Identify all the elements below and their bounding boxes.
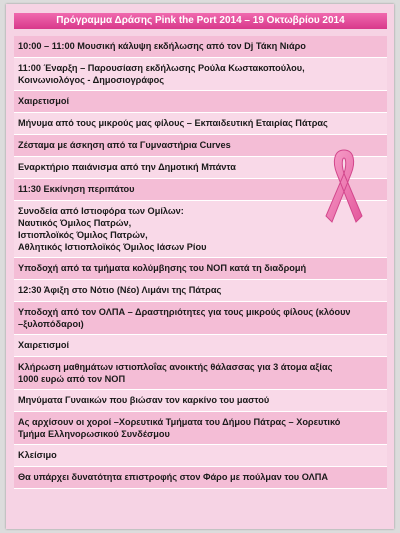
program-row (14, 113, 387, 135)
row-text: 12:30 Άφιξη στο Νότιο (Νέο) Λιμάνι της Πάτρας (18, 285, 222, 295)
program-row (14, 335, 387, 357)
pink-ribbon-icon (318, 144, 370, 224)
row-text: Αθλητικός Ιστιοπλοϊκός Όμιλος Ιάσων Ρίου (18, 242, 207, 252)
row-text: Θα υπάρχει δυνατότητα επιστροφής στον Φάρο με πούλμαν του ΟΛΠΑ (18, 472, 328, 482)
row-text: Ζέσταμα με άσκηση από τα Γυμναστήρια Curves (18, 140, 231, 150)
program-row (14, 36, 387, 58)
program-row (14, 258, 387, 280)
row-text: Υποδοχή από τον ΟΛΠΑ – Δραστηριότητες για τους μικρούς φίλους (κλόουν (18, 307, 351, 317)
row-text: –ξυλοπόδαροι) (18, 319, 84, 329)
program-row (14, 357, 387, 390)
program-row (14, 390, 387, 412)
program-row (14, 445, 387, 467)
program-row (14, 467, 387, 489)
program-row (14, 302, 387, 335)
row-text: 10:00 – 11:00 Μουσική κάλυψη εκδήλωσης από τον Dj Τάκη Νιάρο (18, 41, 306, 51)
row-text: Υποδοχή από τα τμήματα κολύμβησης του ΝΟΠ κατά τη διαδρομή (18, 263, 307, 273)
row-text: Κοινωνιολόγος - Δημοσιογράφος (18, 75, 164, 85)
program-row (14, 412, 387, 445)
row-text: Χαιρετισμοί (18, 96, 70, 106)
row-text: Κλήρωση μαθημάτων ιστιοπλοΐας ανοικτής θάλασσας για 3 άτομα αξίας (18, 362, 333, 372)
row-text: Εναρκτήριο παιάνισμα από την Δημοτική Μπάντα (18, 162, 236, 172)
program-title: Πρόγραμμα Δράσης Pink the Port 2014 – 19 Οκτωβρίου 2014 (14, 13, 387, 29)
row-text: Ιστιοπλοϊκός Όμιλος Πατρών, (18, 230, 148, 240)
row-text: Χαιρετισμοί (18, 340, 70, 350)
program-row (14, 58, 387, 91)
row-text: 1000 ευρώ από τον ΝΟΠ (18, 374, 126, 384)
row-text: 11:30 Εκκίνηση περιπάτου (18, 184, 135, 194)
row-text: Συνοδεία από Ιστιοφόρα των Ομίλων: (18, 206, 184, 216)
program-sheet (6, 4, 394, 529)
row-text: Τμήμα Ελληνορωσικού Συνδέσμου (18, 429, 170, 439)
row-text: Μηνύματα Γυναικών που βιώσαν τον καρκίνο του μαστού (18, 395, 270, 405)
row-text: Κλείσιμο (18, 450, 57, 460)
program-row (14, 91, 387, 113)
row-text: Μήνυμα από τους μικρούς μας φίλους – Εκπαιδευτική Εταιρίας Πάτρας (18, 118, 328, 128)
row-text: Ναυτικός Όμιλος Πατρών, (18, 218, 132, 228)
row-text: 11:00 Έναρξη – Παρουσίαση εκδήλωσης Ρούλα Κωστακοπούλου, (18, 63, 305, 73)
row-text: Ας αρχίσουν οι χοροί –Χορευτικά Τμήματα του Δήμου Πάτρας – Χορευτικό (18, 417, 341, 427)
program-row (14, 280, 387, 302)
